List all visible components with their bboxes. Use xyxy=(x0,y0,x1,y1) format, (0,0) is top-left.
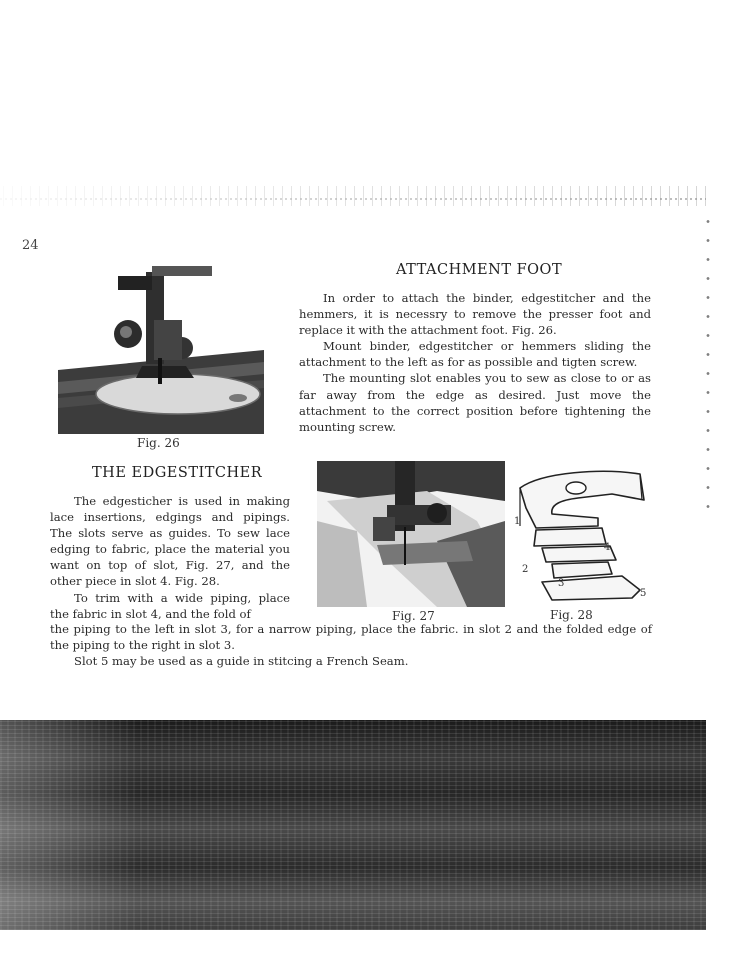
attachment-foot-paragraph-3: The mounting slot enables you to sew as close to or as far away from the edge as desired. Just move the attachment to the correct position before tightening the mounting screw. xyxy=(299,371,651,434)
fig27-caption: Fig. 27 xyxy=(392,609,435,623)
fig28-diagram xyxy=(512,464,662,608)
fig28-slot-label-5: 5 xyxy=(640,588,647,599)
edgestitcher-text xyxy=(50,493,290,622)
fig28-slot-label-4: 4 xyxy=(604,542,611,553)
edgestitcher-heading: THE EDGESTITCHER xyxy=(92,465,263,481)
scan-dark-band xyxy=(0,720,706,930)
page-number: 24 xyxy=(22,238,39,253)
attachment-foot-text xyxy=(299,290,651,435)
scan-margin-dots xyxy=(704,212,712,512)
fig28-caption: Fig. 28 xyxy=(550,608,593,622)
edgestitcher-paragraph-2-start: To trim with a wide piping, place the fabric in slot 4, and the fold of xyxy=(50,590,290,621)
fig28-slot-label-1: 1 xyxy=(514,516,521,527)
scan-noise-top xyxy=(0,186,706,206)
fig27-photo xyxy=(317,461,505,607)
fig28-slot-label-3: 3 xyxy=(558,578,565,589)
attachment-foot-heading: ATTACHMENT FOOT xyxy=(396,262,563,278)
edgestitcher-paragraph-1: The edgesticher is used in making lace insertions, edgings and pipings. The slots serve as guides. To sew lace edging to fabric, place the material you want on top of slot, Fig. 27, and the other piece in slot 4. Fig. 28. xyxy=(50,494,290,589)
attachment-foot-paragraph-2: Mount binder, edgestitcher or hemmers sliding the attachment to the left as for as possible and tigten screw. xyxy=(299,339,651,370)
attachment-foot-paragraph-1: In order to attach the binder, edgestitcher and the hemmers, it is necessry to remove the presser foot and replace it with the attachment foot. Fig. 26. xyxy=(299,291,651,338)
edgestitcher-paragraph-2-rest: the piping to the left in slot 3, for a narrow piping, place the fabric. in slot 2 and the folded edge of the piping to the right in slot 3. xyxy=(50,622,652,653)
fig26-photo xyxy=(58,262,264,434)
fig28-slot-label-2: 2 xyxy=(522,564,529,575)
fig26-caption: Fig. 26 xyxy=(137,436,180,450)
edgestitcher-paragraph-3: Slot 5 may be used as a guide in stitcing a French Seam. xyxy=(74,654,409,669)
edgestitcher-full-text xyxy=(50,621,652,669)
